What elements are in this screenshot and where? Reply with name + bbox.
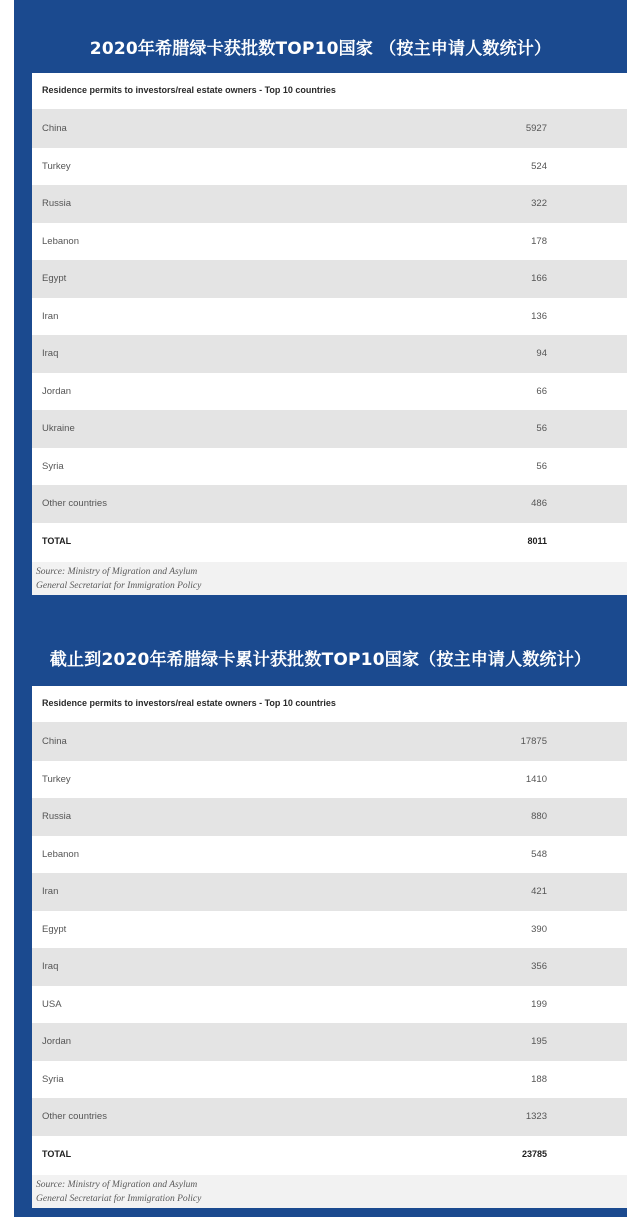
country-name: Other countries <box>42 1111 107 1122</box>
country-name: USA <box>42 998 62 1010</box>
table-row <box>32 335 627 373</box>
table-row <box>32 223 627 261</box>
country-name: Syria <box>42 1073 64 1085</box>
country-name: Iran <box>42 310 59 322</box>
table-row <box>32 1098 627 1136</box>
permit-count: 322 <box>531 198 547 209</box>
permit-count: 199 <box>531 998 547 1010</box>
permit-count: 195 <box>531 1036 547 1047</box>
country-name: Lebanon <box>42 848 79 860</box>
table-row <box>32 148 627 186</box>
permit-count: 390 <box>531 923 547 935</box>
country-name: Turkey <box>42 160 71 172</box>
permit-count: 188 <box>531 1073 547 1085</box>
permit-count: 356 <box>531 961 547 972</box>
table-1-source-line-2: General Secretariat for Immigration Policy <box>36 581 202 591</box>
table-row <box>32 798 627 836</box>
table-row <box>32 1023 627 1061</box>
country-name: Iran <box>42 886 59 897</box>
country-name: Other countries <box>42 498 107 509</box>
permit-count: 56 <box>536 460 547 472</box>
table-2-card <box>32 686 627 1208</box>
country-name: Turkey <box>42 773 71 785</box>
table-row <box>32 298 627 336</box>
country-name: Iraq <box>42 348 59 359</box>
permit-count: 486 <box>531 498 547 509</box>
table-1-rows <box>32 110 627 560</box>
permit-count: 880 <box>531 811 547 822</box>
country-name: Egypt <box>42 923 67 935</box>
country-name: Egypt <box>42 273 67 284</box>
table-row <box>32 110 627 148</box>
table-row <box>32 373 627 411</box>
permit-count: 136 <box>531 310 547 322</box>
table-1-card <box>32 73 627 595</box>
permit-count: 94 <box>536 348 547 359</box>
country-name: China <box>42 123 67 134</box>
country-name: Russia <box>42 198 72 209</box>
country-name: Syria <box>42 460 64 472</box>
permit-count: 178 <box>531 235 547 247</box>
table-1-source-line-1: Source: Ministry of Migration and Asylum <box>36 567 198 577</box>
table-row <box>32 948 627 986</box>
poster <box>14 0 627 1217</box>
table-row <box>32 185 627 223</box>
permit-count: 166 <box>531 273 547 284</box>
total-row <box>32 1136 627 1174</box>
table-row <box>32 986 627 1024</box>
permit-count: 548 <box>531 848 547 860</box>
table-row <box>32 836 627 874</box>
table-row <box>32 260 627 298</box>
permit-count: 1323 <box>525 1111 547 1122</box>
table-row <box>32 911 627 949</box>
permit-count: 421 <box>531 886 547 897</box>
table-1-title: 2020年希腊绿卡获批数TOP10国家 （按主申请人数统计） <box>89 39 552 59</box>
table-row <box>32 448 627 486</box>
table-row <box>32 761 627 799</box>
table-row <box>32 485 627 523</box>
table-row <box>32 1061 627 1099</box>
permit-count: 524 <box>531 160 547 172</box>
table-2-title: 截止到2020年希腊绿卡累计获批数TOP10国家（按主申请人数统计） <box>49 650 592 670</box>
table-2-source-line-2: General Secretariat for Immigration Policy <box>36 1194 202 1204</box>
table-2-header: Residence permits to investors/real estate owners - Top 10 countries <box>32 686 627 723</box>
table-1-source <box>32 562 627 595</box>
total-label: TOTAL <box>42 535 72 546</box>
table-row <box>32 873 627 911</box>
table-row <box>32 723 627 761</box>
permit-count: 66 <box>536 385 547 397</box>
table-2-source-line-1: Source: Ministry of Migration and Asylum <box>36 1180 198 1190</box>
country-name: Lebanon <box>42 235 79 247</box>
country-name: Jordan <box>42 385 72 397</box>
permit-count: 5927 <box>525 123 547 134</box>
total-value: 8011 <box>527 535 547 546</box>
country-name: Jordan <box>42 1036 72 1047</box>
country-name: Russia <box>42 811 72 822</box>
country-name: Ukraine <box>42 423 75 434</box>
country-name: China <box>42 736 67 747</box>
total-label: TOTAL <box>42 1148 72 1159</box>
table-row <box>32 410 627 448</box>
table-1-header: Residence permits to investors/real estate owners - Top 10 countries <box>32 73 627 110</box>
total-value: 23785 <box>521 1148 547 1159</box>
total-row <box>32 523 627 561</box>
table-2-source <box>32 1175 627 1208</box>
country-name: Iraq <box>42 961 59 972</box>
permit-count: 17875 <box>520 736 547 747</box>
permit-count: 56 <box>536 423 547 434</box>
table-2-rows <box>32 723 627 1173</box>
permit-count: 1410 <box>525 773 547 785</box>
